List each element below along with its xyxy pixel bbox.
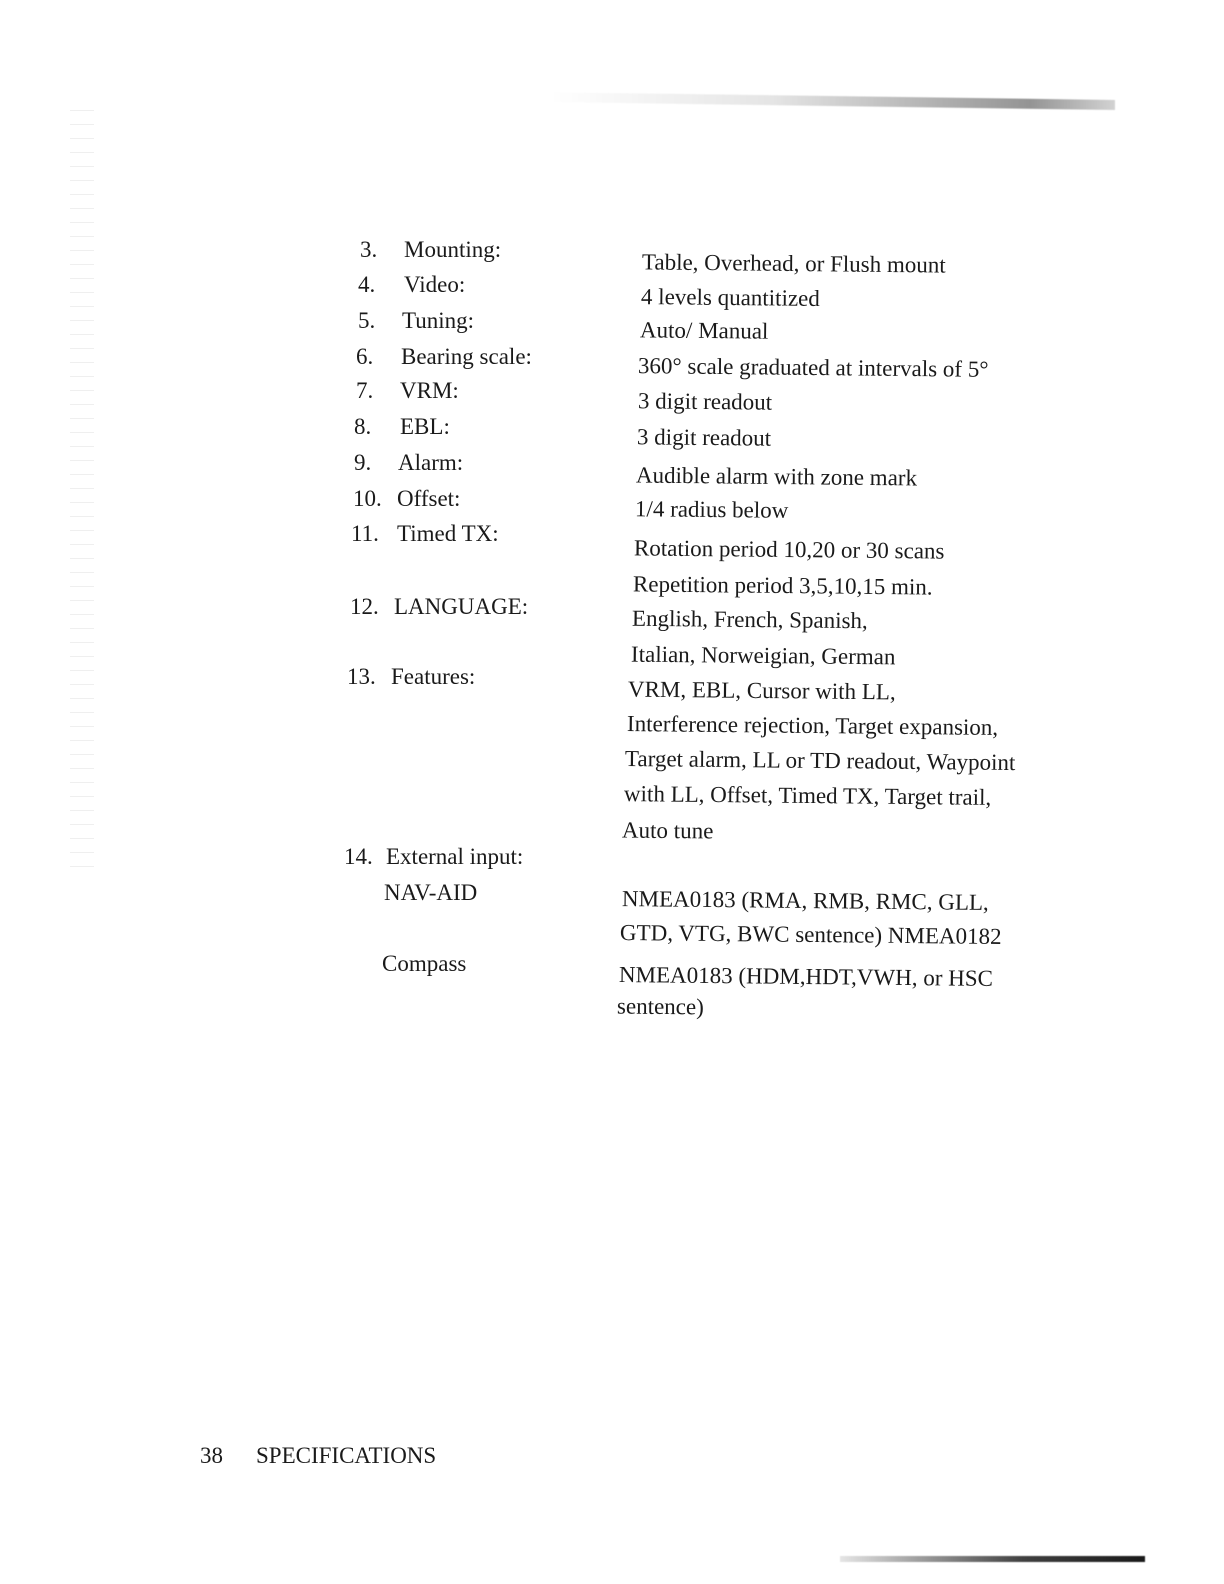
item-number: 6. — [356, 344, 374, 369]
item-value: with LL, Offset, Timed TX, Target trail, — [623, 781, 991, 810]
item-value: 4 levels quantitized — [640, 284, 820, 311]
item-value: Italian, Norweigian, German — [630, 641, 896, 670]
item-number: 5. — [358, 308, 376, 333]
page-number: 38 — [200, 1443, 223, 1468]
external-input-value: NMEA0183 (RMA, RMB, RMC, GLL, — [621, 886, 989, 915]
scan-artifact-top — [545, 92, 1115, 110]
item-value: 360° scale graduated at intervals of 5° — [637, 353, 989, 382]
item-label: LANGUAGE: — [394, 594, 529, 619]
item-value: Rotation period 10,20 or 30 scans — [633, 535, 945, 564]
item-value: Auto/ Manual — [639, 317, 769, 344]
item-label: Offset: — [397, 486, 461, 511]
item-number: 10. — [353, 486, 382, 511]
external-input-value: GTD, VTG, BWC sentence) NMEA0182 — [619, 920, 1002, 949]
item-value: VRM, EBL, Cursor with LL, — [627, 676, 896, 705]
section-title: SPECIFICATIONS — [256, 1443, 437, 1468]
item-number: 13. — [347, 664, 376, 689]
item-value: 1/4 radius below — [634, 496, 789, 523]
item-label: VRM: — [400, 378, 459, 403]
item-value: Auto tune — [621, 817, 714, 844]
item-number: 14. — [344, 844, 373, 869]
item-label: Mounting: — [404, 237, 502, 262]
item-value: Target alarm, LL or TD readout, Waypoint — [624, 745, 1016, 776]
item-number: 8. — [354, 414, 372, 439]
external-input-value: NMEA0183 (HDM,HDT,VWH, or HSC — [618, 962, 994, 991]
item-number: 4. — [358, 272, 376, 297]
item-number: 7. — [356, 378, 374, 403]
external-input-label: NAV-AID — [384, 880, 478, 905]
item-value: 3 digit readout — [636, 424, 772, 451]
item-label: Features: — [391, 664, 476, 689]
item-label: Bearing scale: — [401, 344, 532, 369]
item-number: 9. — [354, 450, 372, 475]
item-value: Audible alarm with zone mark — [635, 462, 918, 491]
scan-artifact-bottom — [840, 1556, 1145, 1562]
scan-artifact-margin — [70, 110, 94, 870]
item-label: Tuning: — [402, 308, 475, 333]
item-number: 11. — [351, 521, 379, 546]
item-value: Table, Overhead, or Flush mount — [641, 249, 946, 278]
item-value: English, French, Spanish, — [631, 605, 868, 634]
item-label: External input: — [386, 844, 524, 869]
item-label: EBL: — [400, 414, 450, 439]
external-input-value: sentence) — [616, 993, 704, 1020]
item-label: Alarm: — [398, 450, 464, 475]
item-number: 12. — [350, 594, 379, 619]
item-label: Video: — [404, 272, 466, 297]
external-input-label: Compass — [382, 951, 467, 976]
item-value: Repetition period 3,5,10,15 min. — [632, 571, 933, 600]
item-label: Timed TX: — [397, 521, 499, 546]
item-value: Interference rejection, Target expansion, — [626, 711, 998, 740]
item-value: 3 digit readout — [637, 388, 773, 415]
item-number: 3. — [360, 237, 378, 262]
